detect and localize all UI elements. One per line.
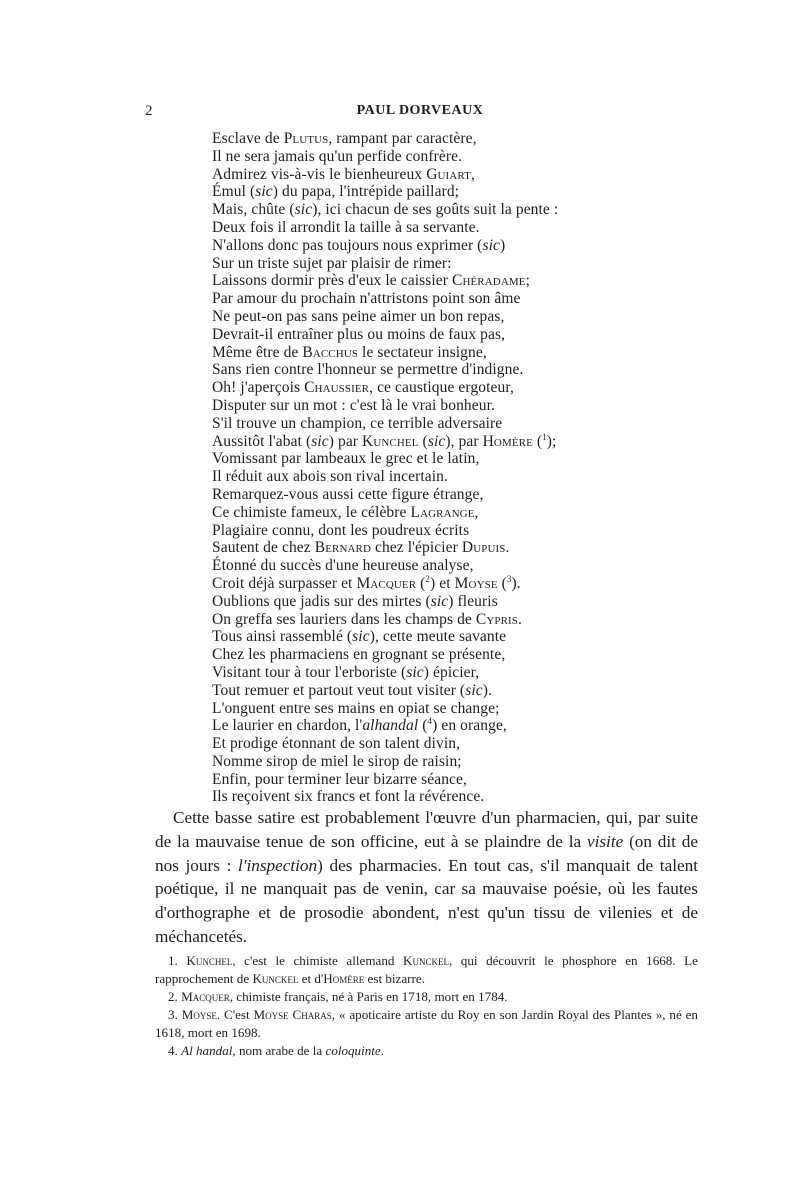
- text-run: , qui découvrit le phosphore en 1668. Le rapprochement de: [155, 953, 698, 986]
- proper-name: Homère: [482, 432, 533, 450]
- text-run: Sautent de chez: [212, 539, 315, 557]
- text-run: Laissons dormir près d'eux le caissier: [212, 272, 452, 290]
- text-run: ) fleuris: [448, 592, 498, 610]
- text-run: chez l'épicier: [371, 539, 462, 557]
- verse-line: [212, 646, 692, 664]
- verse-line: [212, 486, 692, 504]
- footnote-ref: 4: [427, 716, 433, 727]
- verse-line: [212, 468, 692, 486]
- verse-line: [212, 361, 692, 379]
- proper-name: Chéradame: [452, 272, 526, 290]
- text-run: ), cette meute savante: [369, 628, 507, 646]
- text-run: Remarquez-vous aussi cette figure étrange,: [212, 485, 484, 503]
- proper-name: Kunckel: [402, 953, 449, 968]
- text-run: Deux fois il arrondit la taille à sa servante.: [212, 218, 480, 236]
- verse-line: [212, 219, 692, 237]
- proper-name: Dupuis: [461, 539, 506, 557]
- italic-text: l'inspection: [238, 855, 318, 875]
- text-run: .: [380, 1043, 385, 1058]
- text-run: ).: [482, 681, 492, 699]
- text-run: ).: [511, 574, 521, 592]
- text-run: ,: [470, 165, 475, 183]
- text-run: N'allons donc pas toujours nous exprimer (: [212, 236, 483, 254]
- text-run: , chimiste français, né à Paris en 1718, mort en 1784.: [229, 989, 508, 1004]
- text-run: ,: [474, 503, 479, 521]
- text-run: Par amour du prochain n'attristons point son âme: [212, 290, 521, 308]
- italic-text: sic: [482, 236, 500, 254]
- footnote: [155, 1042, 698, 1060]
- proper-name: Bacchus: [302, 343, 359, 361]
- text-run: 3.: [168, 1007, 182, 1022]
- text-run: (: [416, 574, 426, 592]
- verse-line: [212, 397, 692, 415]
- text-run: , ce caustique ergoteur,: [369, 379, 514, 397]
- text-run: .: [505, 539, 510, 557]
- text-run: Sur un triste sujet par plaisir de rimer:: [212, 254, 452, 272]
- text-run: 2.: [168, 989, 182, 1004]
- verse-line: [212, 735, 692, 753]
- text-run: Mais, chûte (: [212, 201, 295, 219]
- text-run: , nom arabe de la: [232, 1043, 326, 1058]
- verse-line: [212, 272, 692, 290]
- text-run: (on dit de nos jours :: [155, 831, 698, 875]
- verse-line: [212, 166, 692, 184]
- text-run: L'onguent entre ses mains en opiat se change;: [212, 699, 500, 717]
- proper-name: Homère: [323, 971, 365, 986]
- text-run: (: [532, 432, 543, 450]
- italic-text: sic: [352, 628, 370, 646]
- proper-name: Chaussier: [304, 379, 370, 397]
- poem-verse: [212, 130, 692, 806]
- footnotes: [155, 952, 698, 1060]
- text-run: Admirez vis-à-vis le bienheureux: [212, 165, 427, 183]
- text-run: Même être de: [212, 343, 303, 361]
- footnote-ref: 1: [542, 431, 547, 442]
- italic-text: coloquinte: [325, 1043, 381, 1058]
- text-run: Ils reçoivent six francs et font la révérence.: [212, 788, 485, 806]
- verse-line: [212, 700, 692, 718]
- text-run: Étonné du succès d'une heureuse analyse,: [212, 557, 474, 575]
- text-run: ;: [525, 272, 530, 290]
- text-run: ) et: [430, 574, 455, 592]
- verse-line: [212, 148, 692, 166]
- proper-name: Guiart: [426, 165, 471, 183]
- verse-line: [212, 575, 692, 593]
- verse-line: [212, 557, 692, 575]
- text-run: est bizarre.: [364, 971, 425, 986]
- text-run: Nomme sirop de miel le sirop de raisin;: [212, 752, 462, 770]
- text-run: Oublions que jadis sur des mirtes (: [212, 592, 431, 610]
- italic-text: visite: [586, 831, 624, 851]
- verse-line: [212, 201, 692, 219]
- verse-line: [212, 682, 692, 700]
- prose-paragraph: [155, 806, 698, 949]
- verse-line: [212, 753, 692, 771]
- verse-line: [212, 504, 692, 522]
- text-run: );: [546, 432, 557, 450]
- proper-name: Bernard: [314, 539, 372, 557]
- proper-name: Cypris: [475, 610, 519, 628]
- verse-line: [212, 255, 692, 273]
- verse-line: [212, 308, 692, 326]
- proper-name: Moyse Charas: [253, 1007, 332, 1022]
- text-run: Tous ainsi rassemblé (: [212, 628, 353, 646]
- text-run: et d': [298, 971, 324, 986]
- verse-line: [212, 522, 692, 540]
- footnote: [155, 988, 698, 1006]
- page-number: 2: [145, 103, 153, 119]
- italic-text: sic: [311, 432, 329, 450]
- text-run: 1.: [168, 953, 187, 968]
- italic-text: sic: [294, 201, 313, 219]
- text-run: ) épicier,: [423, 663, 480, 681]
- text-run: Cette basse satire est probablement l'œuvre d'un pharmacien, qui, par suite de la mauvaise tenue de son officine, eut à se plaindre de la: [155, 808, 698, 851]
- verse-line: [212, 450, 692, 468]
- text-run: Plagiaire connu, dont les poudreux écrits: [212, 521, 470, 539]
- text-run: Et prodige étonnant de son talent divin,: [212, 735, 461, 753]
- text-run: Croit déjà surpasser et: [212, 574, 357, 592]
- text-run: ) par: [328, 432, 363, 450]
- text-run: ), par: [445, 432, 483, 450]
- commentary-paragraph: [155, 806, 698, 949]
- verse-line: [212, 237, 692, 255]
- verse-line: [212, 593, 692, 611]
- page-header: [145, 103, 695, 123]
- italic-text: sic: [465, 681, 483, 699]
- verse-line: [212, 433, 692, 451]
- text-run: . C'est: [216, 1007, 254, 1022]
- text-run: ), ici chacun de ses goûts suit la pente :: [312, 201, 559, 219]
- verse-line: [212, 664, 692, 682]
- text-run: Chez les pharmaciens en grognant se présente,: [212, 646, 506, 664]
- text-run: le sectateur insigne,: [358, 343, 487, 361]
- text-run: (: [418, 717, 428, 735]
- verse-line: [212, 628, 692, 646]
- text-run: Vomissant par lambeaux le grec et le latin,: [212, 450, 480, 468]
- text-run: Tout remuer et partout veut tout visiter (: [212, 681, 466, 699]
- verse-line: [212, 290, 692, 308]
- text-run: S'il trouve un champion, ce terrible adversaire: [212, 414, 503, 432]
- text-run: Il ne sera jamais qu'un perfide confrère.: [212, 147, 463, 165]
- text-run: 4.: [168, 1043, 182, 1058]
- italic-text: alhandal: [362, 717, 419, 735]
- verse-line: [212, 788, 692, 806]
- footnote: [155, 952, 698, 988]
- italic-text: sic: [430, 592, 449, 610]
- verse-line: [212, 183, 692, 201]
- italic-text: Al handal: [181, 1043, 233, 1058]
- verse-line: [212, 130, 692, 148]
- text-run: Ne peut-on pas sans peine aimer un bon repas,: [212, 307, 505, 325]
- italic-text: sic: [427, 432, 446, 450]
- running-title: PAUL DORVEAUX: [356, 103, 484, 118]
- text-run: Le laurier en chardon, l': [212, 717, 363, 735]
- footnote-ref: 3: [506, 573, 512, 584]
- italic-text: sic: [255, 183, 273, 201]
- verse-line: [212, 717, 692, 735]
- text-run: , « apoticaire artiste du Roy en son Jardin Royal des Plantes », né en 1618, mort en 1698.: [155, 1007, 698, 1040]
- text-run: Enfin, pour terminer leur bizarre séance,: [212, 770, 467, 788]
- footnote-ref: 2: [425, 573, 431, 584]
- text-run: ): [499, 236, 506, 254]
- verse-line: [212, 326, 692, 344]
- text-run: ) du papa, l'intrépide paillard;: [272, 183, 460, 201]
- proper-name: Kunchel: [186, 953, 233, 968]
- proper-name: Kunckel: [252, 971, 299, 986]
- italic-text: sic: [406, 663, 424, 681]
- text-run: Esclave de: [212, 130, 284, 147]
- proper-name: Kunchel: [362, 432, 419, 450]
- text-run: Il réduit aux abois son rival incertain.: [212, 468, 449, 486]
- text-run: Disputer sur un mot : c'est là le vrai bonheur.: [212, 396, 495, 414]
- text-run: , rampant par caractère,: [328, 130, 477, 147]
- text-run: Oh! j'aperçois: [212, 379, 305, 397]
- footnote: [155, 1006, 698, 1042]
- text-run: , c'est le chimiste allemand: [232, 953, 403, 968]
- proper-name: Moyse: [454, 574, 498, 592]
- text-run: Sans rien contre l'honneur se permettre d'indigne.: [212, 361, 524, 379]
- proper-name: Macquer: [356, 574, 417, 592]
- text-run: ) des pharmacies. En tout cas, s'il manquait de talent poétique, il ne manquait pas de venin, car sa mauvaise poésie, où les fautes d'orthographe et de prosodie abondent, n'est qu'un tissu de vilenies et de méchancetés.: [155, 855, 698, 946]
- proper-name: Plutus: [283, 130, 329, 147]
- text-run: (: [418, 432, 428, 450]
- verse-line: [212, 344, 692, 362]
- verse-line: [212, 379, 692, 397]
- text-run: Aussitôt l'abat (: [212, 432, 312, 450]
- text-run: Visitant tour à tour l'erboriste (: [212, 663, 407, 681]
- verse-line: [212, 415, 692, 433]
- text-run: On greffa ses lauriers dans les champs de: [212, 610, 476, 628]
- proper-name: Lagrange: [410, 503, 475, 521]
- verse-line: [212, 611, 692, 629]
- verse-line: [212, 539, 692, 557]
- text-run: Ce chimiste fameux, le célèbre: [212, 503, 411, 521]
- proper-name: Macquer: [181, 989, 230, 1004]
- proper-name: Moyse: [181, 1007, 217, 1022]
- text-run: .: [518, 610, 522, 628]
- text-run: ) en orange,: [432, 717, 507, 735]
- verse-line: [212, 771, 692, 789]
- text-run: Devrait-il entraîner plus ou moins de faux pas,: [212, 325, 506, 343]
- text-run: Émul (: [212, 183, 256, 201]
- text-run: (: [497, 574, 507, 592]
